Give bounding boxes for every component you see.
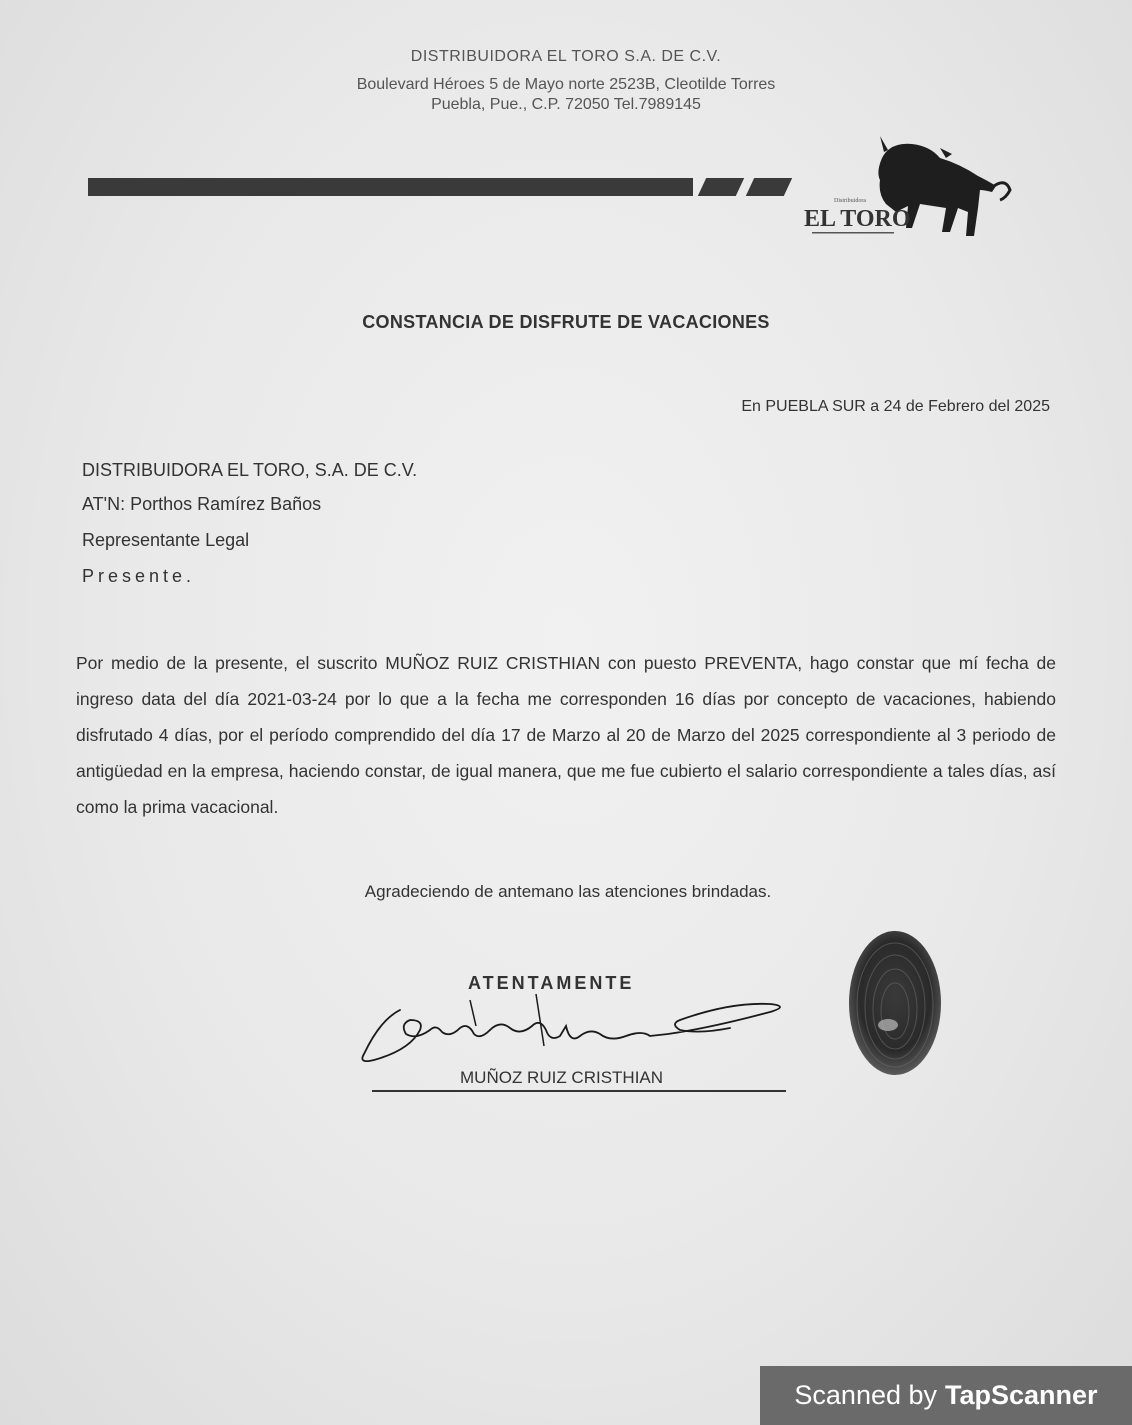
thumbprint-icon xyxy=(840,925,950,1080)
logo-small-text: Distribuidora xyxy=(834,198,866,204)
header-company: DISTRIBUIDORA EL TORO S.A. DE C.V. xyxy=(410,48,722,65)
header-divider-stripe xyxy=(698,178,744,196)
closing-atentamente: ATENTAMENTE xyxy=(468,973,635,993)
scanner-watermark xyxy=(760,1366,1132,1425)
handwritten-signature xyxy=(350,990,790,1070)
body-paragraph: Por medio de la presente, el suscrito MUÑOZ RUIZ CRISTHIAN con puesto PREVENTA, hago constar que mí fecha de ingreso data del día 2021-03-24 por lo que a la fecha me corresponden 16 días por concepto de vacaciones, habiendo disfrutado 4 días, por el período comprendido del día 17 de Marzo al 20 de Marzo del 2025 correspondiente al 3 periodo de antigüedad en la empresa, haciendo constar, de igual manera, que me fue cubierto el salario correspondiente a tales días, así como la prima vacacional. xyxy=(76,653,1056,817)
document-title: CONSTANCIA DE DISFRUTE DE VACACIONES xyxy=(362,312,770,332)
signer-name: MUÑOZ RUIZ CRISTHIAN xyxy=(460,1068,664,1087)
bull-logo-icon xyxy=(800,128,1020,243)
watermark-prefix: Scanned by xyxy=(794,1380,938,1410)
thanks-line: Agradeciendo de antemano las atenciones brindadas. xyxy=(364,882,772,901)
recipient-company: DISTRIBUIDORA EL TORO, S.A. DE C.V. xyxy=(82,460,418,480)
signature-line xyxy=(372,1090,786,1092)
header-address-line1: Boulevard Héroes 5 de Mayo norte 2523B, Cleotilde Torres xyxy=(356,76,776,93)
recipient-role: Representante Legal xyxy=(82,530,250,550)
date-line: En PUEBLA SUR a 24 de Febrero del 2025 xyxy=(741,398,1050,415)
logo-brand-text: EL TORO xyxy=(804,206,911,232)
recipient-attn: AT'N: Porthos Ramírez Baños xyxy=(82,494,322,514)
header-divider-stripe xyxy=(746,178,792,196)
header-divider-bar xyxy=(88,178,693,196)
recipient-presente: Presente. xyxy=(82,566,196,586)
watermark-brand: TapScanner xyxy=(945,1380,1098,1410)
header-address-line2: Puebla, Pue., C.P. 72050 Tel.7989145 xyxy=(431,96,701,113)
